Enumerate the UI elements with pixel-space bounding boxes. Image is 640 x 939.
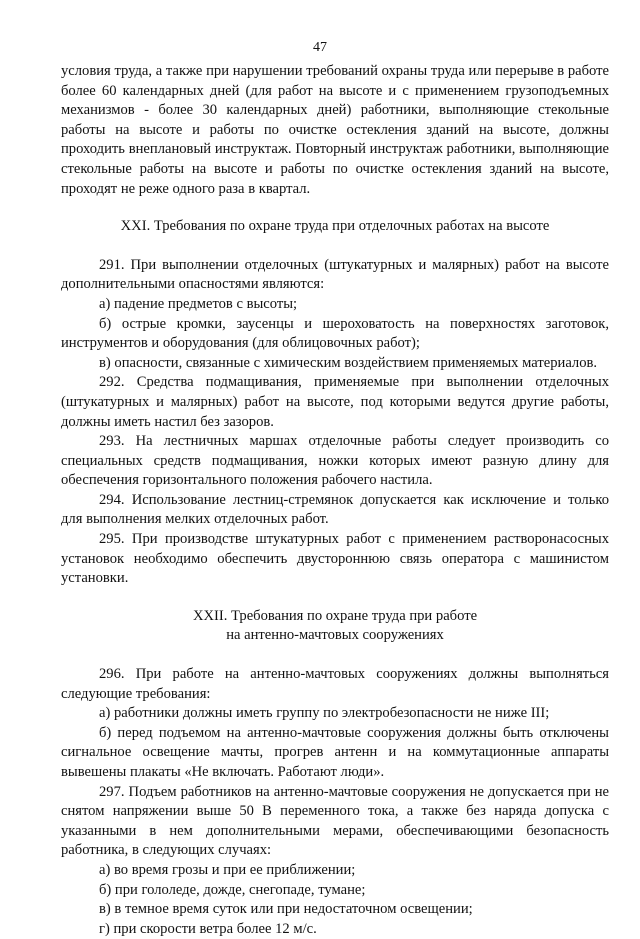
paragraph-292: 292. Средства подмащивания, применяемые при выполнении отделочных (штукатурных и малярных) работ на высоте, под которыми ведутся другие работы, должны иметь настил без зазоров. [61, 374, 609, 430]
list-item: в) в темное время суток или при недостаточном освещении; [99, 901, 473, 918]
document-body [61, 62, 609, 939]
list-item: г) при скорости ветра более 12 м/с. [99, 920, 317, 937]
list-item: а) во время грозы и при ее приближении; [99, 861, 356, 878]
list-item: б) при гололеде, дожде, снегопаде, тумане; [99, 881, 366, 898]
list-item: а) падение предметов с высоты; [99, 295, 298, 312]
list-item: б) перед подъемом на антенно-мачтовые сооружения должны быть отключены сигнальное освещение мачты, прогрев антенн и на коммутационные аппараты вывешены плакаты «Не включать. Работают люди». [61, 724, 609, 780]
paragraph-294: 294. Использование лестниц-стремянок допускается как исключение и только для выполнения мелких отделочных работ. [61, 491, 609, 528]
paragraph-293: 293. На лестничных маршах отделочные работы следует производить со специальных средств подмащивания, ножки которых имеют разную длину для обеспечения горизонтального положения рабочего настила. [61, 433, 609, 489]
section-heading-xxii [61, 607, 609, 646]
page-number: 47 [313, 40, 327, 55]
paragraph-296: 296. При работе на антенно-мачтовых сооружениях должны выполняться следующие требования: [61, 666, 609, 702]
paragraph: условия труда, а также при нарушении требований охраны труда или перерыве в работе более 60 календарных дней (для работ на высоте и с применением грузоподъемных механизмов - более 30 календарных дней) работники, выполняющие стекольные работы на высоте и работы по очистке остекления зданий на высоте, должны проходить внеплановый инструктаж. Повторный инструктаж работники, выполняющие стекольные работы на высоте и работы по очистке остекления зданий на высоте, проходят не реже одного раза в квартал. [61, 63, 609, 197]
section-heading-xxi [61, 217, 609, 237]
heading-line: XXI. Требования по охране труда при отделочных работах на высоте [120, 218, 550, 235]
list-item: в) опасности, связанные с химическим воздействием применяемых материалов. [99, 354, 598, 371]
paragraph-291: 291. При выполнении отделочных (штукатурных и малярных) работ на высоте дополнительными опасностями являются: [61, 256, 609, 293]
paragraph-295: 295. При производстве штукатурных работ с применением растворонасосных установок необходимо обеспечить двустороннюю связь оператора с машинистом установки. [61, 531, 609, 587]
list-item: а) работники должны иметь группу по электробезопасности не ниже III; [99, 705, 550, 722]
paragraph-297: 297. Подъем работников на антенно-мачтовые сооружения не допускается при не снятом напряжении выше 50 В переменного тока, а также без наряда допуска с указанными в нем дополнительными мерами, обеспечивающими безопасность работника, в следующих случаях: [61, 783, 609, 859]
heading-line: XXII. Требования по охране труда при работе [192, 607, 478, 624]
list-item: б) острые кромки, заусенцы и шероховатость на поверхностях заготовок, инструментов и оборудования (для облицовочных работ); [61, 315, 609, 352]
heading-line: на антенно-мачтовых сооружениях [226, 627, 444, 644]
